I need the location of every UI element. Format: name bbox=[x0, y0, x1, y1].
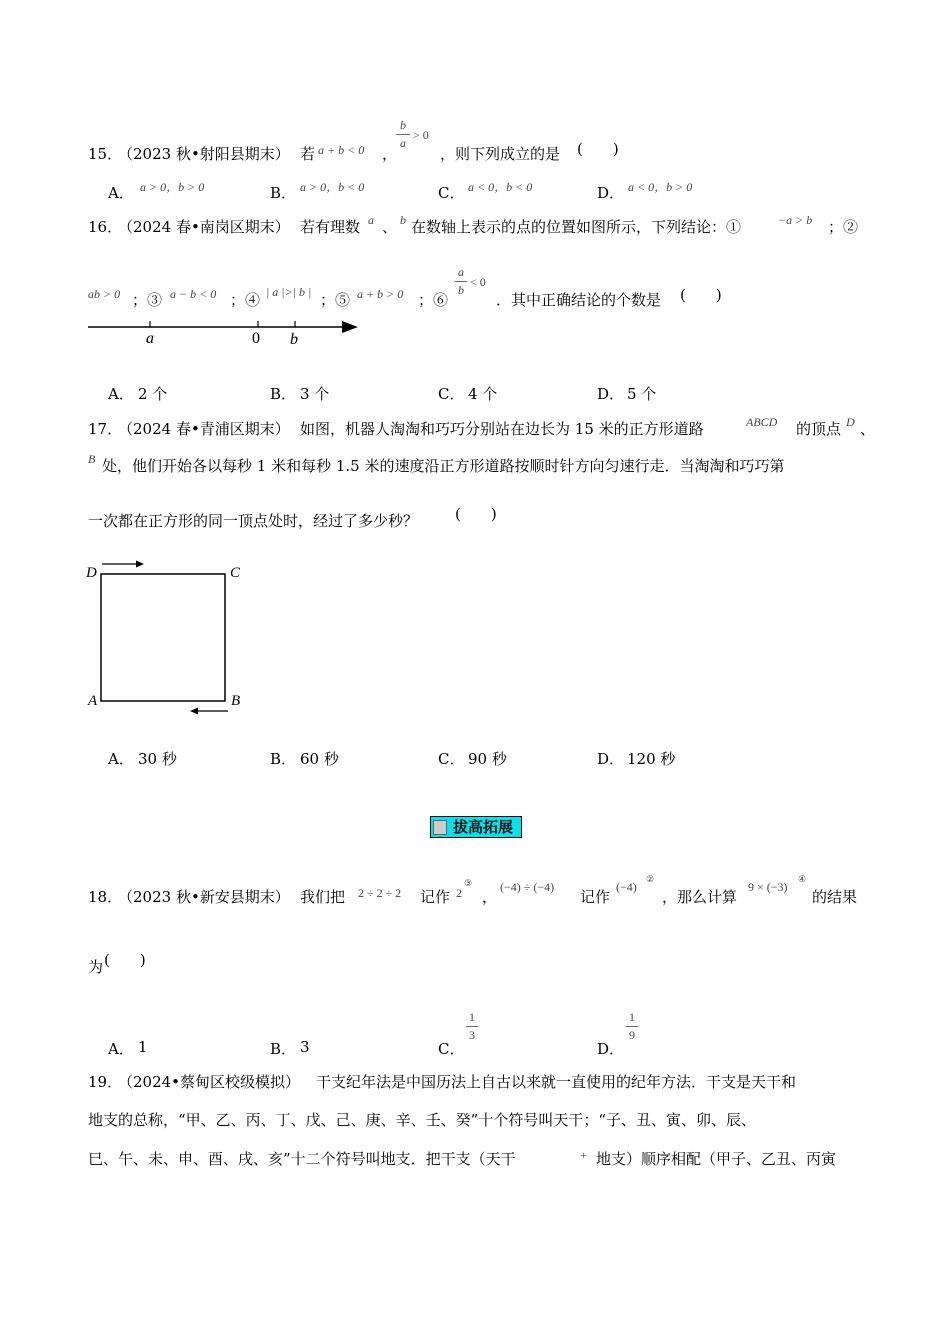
section-heading-text: 拔高拓展 bbox=[452, 818, 513, 836]
q19-plus: + bbox=[580, 1148, 587, 1162]
q16-conclusion-5: a + b > 0 bbox=[357, 287, 404, 301]
q18-option-a: 1 bbox=[138, 1038, 148, 1056]
q16-conclusion-4: | a |>| b | bbox=[266, 285, 312, 299]
arrow-from-b-head bbox=[190, 708, 198, 715]
q16-text: 若有理数 bbox=[300, 218, 361, 236]
q15-option-d-label: D． bbox=[597, 184, 625, 202]
q16-conclusion-3: a − b < 0 bbox=[170, 287, 217, 301]
q15-text: 若 bbox=[300, 145, 316, 163]
q16-c6-denominator: b bbox=[458, 283, 464, 297]
arrow-from-d-head bbox=[136, 561, 144, 568]
q18-line2: 为 bbox=[88, 958, 104, 976]
q17-line2: 处，他们开始各以每秒 1 米和每秒 1.5 米的速度沿正方形道路按顺时针方向匀速行走．当淘淘和巧巧第 bbox=[102, 457, 785, 475]
q17-option-a: 30 秒 bbox=[138, 750, 177, 768]
q16-c6-prefix: ；⑥ bbox=[418, 291, 449, 309]
vertex-a-label: A bbox=[88, 693, 98, 709]
q15-fraction-relation: > 0 bbox=[413, 128, 429, 142]
q16-option-b-label: B． bbox=[270, 385, 297, 403]
q17-dun: 、 bbox=[860, 420, 876, 438]
q18-expr1-sup: ③ bbox=[464, 878, 473, 888]
q17-abcd: ABCD bbox=[746, 415, 778, 429]
q18-expr3-sup: ④ bbox=[798, 874, 807, 884]
q15-option-b-label: B． bbox=[270, 184, 297, 202]
q19-source: （2024•蔡甸区校级模拟） bbox=[118, 1073, 301, 1091]
square-abcd bbox=[101, 574, 225, 701]
q18-option-c-label: C． bbox=[438, 1040, 465, 1058]
q17-option-b: 60 秒 bbox=[300, 750, 339, 768]
q15-option-b: a > 0，b < 0 bbox=[300, 180, 365, 194]
q16-var-b: b bbox=[400, 213, 406, 227]
q18-option-b: 3 bbox=[300, 1038, 310, 1056]
q17-option-c: 90 秒 bbox=[468, 750, 507, 768]
q16-number-line bbox=[86, 316, 366, 356]
q16-option-a: 2 个 bbox=[138, 385, 168, 403]
vertex-d-label: D bbox=[86, 565, 97, 581]
q16-option-c: 4 个 bbox=[468, 385, 498, 403]
q18-option-c-fraction bbox=[466, 1010, 478, 1043]
q16-option-d-label: D． bbox=[597, 385, 625, 403]
q19-number: 19． bbox=[88, 1073, 123, 1091]
q17-number: 17． bbox=[88, 420, 123, 438]
q16-conclusion-2: ab > 0 bbox=[88, 287, 121, 301]
q17-option-c-label: C． bbox=[438, 750, 465, 768]
q18-expr2-sup: ② bbox=[646, 874, 655, 884]
q16-number: 16． bbox=[88, 218, 123, 236]
q17-option-d: 120 秒 bbox=[627, 750, 676, 768]
q17-option-d-label: D． bbox=[597, 750, 625, 768]
q18-option-c-denominator: 3 bbox=[469, 1028, 475, 1042]
q16-c6-numerator: a bbox=[458, 265, 464, 279]
q15-answer-blank: ( ) bbox=[577, 140, 619, 158]
q16-source: （2024 春•南岗区期末） bbox=[118, 218, 290, 236]
q16-text-b: 在数轴上表示的点的位置如图所示，下列结论：① bbox=[411, 218, 742, 236]
q16-c4-prefix: ；④ bbox=[230, 291, 261, 309]
section-heading-marker bbox=[433, 820, 447, 835]
q17-answer-blank: ( ) bbox=[455, 505, 497, 523]
q16-var-a: a bbox=[368, 213, 374, 227]
vertex-c-label: C bbox=[230, 565, 241, 581]
q18-option-c-numerator: 1 bbox=[469, 1010, 475, 1024]
q18-answer-blank: ( ) bbox=[104, 951, 146, 969]
q18-option-d-denominator: 9 bbox=[629, 1028, 635, 1042]
q16-conclusion-1: −a > b bbox=[778, 213, 813, 227]
q19-line1: 干支纪年法是中国历法上自古以来就一直使用的纪年方法．干支是天干和 bbox=[316, 1073, 797, 1091]
axis-label-zero: 0 bbox=[252, 330, 260, 347]
q19-line3a: 巳、午、未、申、酉、戌、亥”十二个符号叫地支．把干支（天干 bbox=[88, 1150, 516, 1168]
q16-text-c: ；② bbox=[828, 218, 859, 236]
q15-fraction bbox=[396, 118, 410, 151]
q17-point-b: B bbox=[88, 452, 96, 466]
q18-option-d-fraction bbox=[626, 1010, 638, 1043]
q17-point-d: D bbox=[846, 415, 855, 429]
q15-source: （2023 秋•射阳县期末） bbox=[118, 145, 290, 163]
q16-option-b: 3 个 bbox=[300, 385, 330, 403]
q16-option-a-label: A． bbox=[108, 385, 134, 403]
q15-sep: ， bbox=[382, 145, 398, 163]
q16-option-d: 5 个 bbox=[627, 385, 657, 403]
q15-condition-1: a + b < 0 bbox=[318, 143, 365, 157]
q18-text-e: 的结果 bbox=[812, 888, 858, 906]
q18-text-c: 记作 bbox=[580, 888, 611, 906]
q16-c6-relation: < 0 bbox=[470, 275, 486, 289]
vertex-b-label: B bbox=[231, 693, 241, 709]
q18-option-b-label: B． bbox=[270, 1040, 297, 1058]
q18-source: （2023 秋•新安县期末） bbox=[118, 888, 290, 906]
q18-text-b: 记作 bbox=[420, 888, 451, 906]
q18-expr2-base: (−4) bbox=[616, 880, 637, 894]
q17-square-figure bbox=[96, 555, 236, 715]
q18-text: 我们把 bbox=[300, 888, 346, 906]
q15-number: 15． bbox=[88, 145, 123, 163]
q16-option-c-label: C． bbox=[438, 385, 465, 403]
q16-dun: 、 bbox=[382, 218, 398, 236]
q18-expr1-base: 2 bbox=[456, 886, 462, 900]
q18-option-d-label: D． bbox=[597, 1040, 625, 1058]
q15-option-c-label: C． bbox=[438, 184, 465, 202]
q15-text-b: ，则下列成立的是 bbox=[440, 145, 561, 163]
q15-option-a-label: A． bbox=[108, 184, 134, 202]
q15-fraction-denominator: a bbox=[400, 136, 406, 150]
q17-source: （2024 春•青浦区期末） bbox=[118, 420, 290, 438]
q19-line2: 地支的总称，“甲、乙、丙、丁、戊、己、庚、辛、壬、癸”十个符号叫天干；“子、丑、寅、卯、辰、 bbox=[88, 1111, 757, 1129]
q16-c5-prefix: ；⑤ bbox=[320, 291, 351, 309]
q19-line3b: 地支）顺序相配（甲子、乙丑、丙寅 bbox=[596, 1150, 837, 1168]
axis-label-a: a bbox=[146, 330, 154, 347]
number-line-arrow bbox=[342, 321, 358, 333]
q18-text-d: ，那么计算 bbox=[662, 888, 738, 906]
q15-option-c: a < 0，b < 0 bbox=[468, 180, 533, 194]
q18-option-d-numerator: 1 bbox=[629, 1010, 635, 1024]
q16-conclusion-6-fraction bbox=[455, 265, 467, 298]
q17-line1b: 的顶点 bbox=[796, 420, 842, 438]
q17-line3: 一次都在正方形的同一顶点处时，经过了多少秒？ bbox=[88, 512, 419, 530]
q17-option-b-label: B． bbox=[270, 750, 297, 768]
q15-option-d: a < 0，b > 0 bbox=[628, 180, 693, 194]
q18-option-a-label: A． bbox=[108, 1040, 134, 1058]
q18-expr2: (−4) ÷ (−4) bbox=[500, 880, 555, 894]
q18-number: 18． bbox=[88, 888, 123, 906]
q17-line1: 如图，机器人淘淘和巧巧分别站在边长为 15 米的正方形道路 bbox=[300, 420, 704, 438]
q16-text-d: ．其中正确结论的个数是 bbox=[496, 291, 662, 309]
q15-option-a: a > 0，b > 0 bbox=[140, 180, 205, 194]
q16-c3-prefix: ；③ bbox=[132, 291, 163, 309]
axis-label-b: b bbox=[290, 331, 298, 348]
q15-fraction-numerator: b bbox=[400, 118, 406, 132]
q16-answer-blank: ( ) bbox=[680, 286, 722, 304]
q18-expr1: 2 ÷ 2 ÷ 2 bbox=[358, 886, 402, 900]
q17-option-a-label: A． bbox=[108, 750, 134, 768]
q18-sep: ， bbox=[482, 888, 498, 906]
q18-expr3: 9 × (−3) bbox=[748, 880, 788, 894]
section-heading bbox=[430, 816, 522, 838]
